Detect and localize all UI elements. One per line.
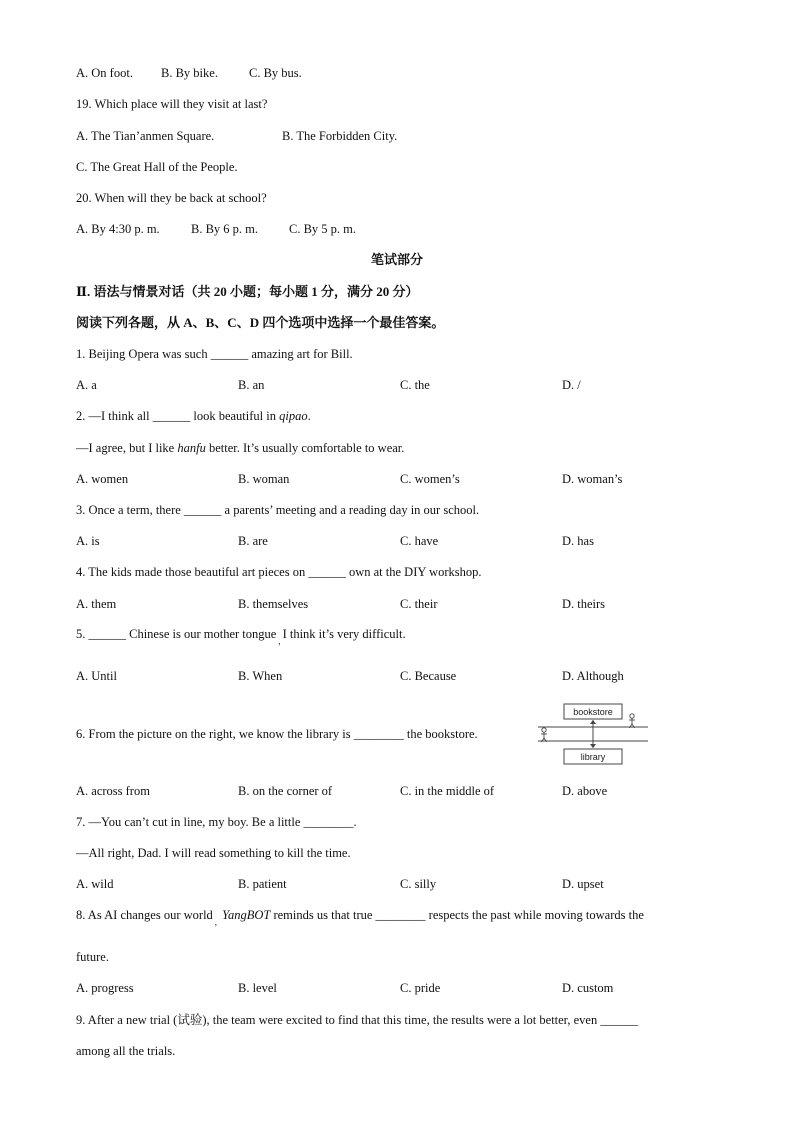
q5-option-d: D. Although: [562, 669, 624, 683]
bookstore-label: bookstore: [573, 707, 613, 717]
q5-option-c: C. Because: [400, 669, 457, 683]
q1-option-b: B. an: [238, 378, 265, 392]
q9-line2: among all the trials.: [76, 1044, 176, 1058]
q2-option-d: D. woman’s: [562, 472, 623, 486]
q3-option-d: D. has: [562, 534, 594, 548]
q4-question: 4. The kids made those beautiful art pieces on ______ own at the DIY workshop.: [76, 565, 482, 579]
q20-question: 20. When will they be back at school?: [76, 191, 267, 205]
q7-option-a: A. wild: [76, 877, 114, 891]
q20-option-a: A. By 4:30 p. m.: [76, 222, 160, 236]
q8-option-d: D. custom: [562, 981, 614, 995]
q19-option-c: C. The Great Hall of the People.: [76, 160, 238, 174]
person-icon-left: [541, 728, 547, 742]
q9-line1: 9. After a new trial (试验), the team were excited to find that this time, the results were a lot better, even ______: [76, 1013, 638, 1027]
q8-line2: future.: [76, 950, 109, 964]
section-instruction: 阅读下列各题，从 A、B、C、D 四个选项中选择一个最佳答案。: [76, 315, 445, 330]
q5-option-a: A. Until: [76, 669, 117, 683]
q1-option-a: A. a: [76, 378, 97, 392]
library-label: library: [580, 752, 606, 762]
q6-question: 6. From the picture on the right, we know the library is ________ the bookstore.: [76, 727, 478, 741]
q20-option-c: C. By 5 p. m.: [289, 222, 357, 236]
q19-option-b: B. The Forbidden City.: [282, 129, 398, 143]
q3-option-a: A. is: [76, 534, 100, 548]
q6-option-d: D. above: [562, 784, 608, 798]
q3-option-b: B. are: [238, 534, 268, 548]
q2-option-a: A. women: [76, 472, 129, 486]
q2-line1: 2. —I think all ______ look beautiful in qipao.: [76, 409, 311, 423]
section-heading: Ⅱ. 语法与情景对话（共 20 小题；每小题 1 分，满分 20 分）: [76, 284, 419, 299]
q8-option-b: B. level: [238, 981, 277, 995]
q4-option-c: C. their: [400, 597, 438, 611]
q2-option-c: C. women’s: [400, 472, 460, 486]
q18-option-b: B. By bike.: [161, 66, 218, 80]
q8-line1: 8. As AI changes our world $_,$ YangBOT reminds us that true ________ respects the past while moving towards the: [76, 908, 644, 927]
street-map-figure: [536, 700, 652, 770]
q4-option-b: B. themselves: [238, 597, 309, 611]
q5-question: 5. ______ Chinese is our mother tongue $_,$ I think it’s very difficult.: [76, 627, 406, 646]
q19-question: 19. Which place will they visit at last?: [76, 97, 268, 111]
q4-option-d: D. theirs: [562, 597, 606, 611]
section-title: 笔试部分: [370, 252, 423, 267]
q20-option-b: B. By 6 p. m.: [191, 222, 259, 236]
q5-option-b: B. When: [238, 669, 283, 683]
q8-option-a: A. progress: [76, 981, 134, 995]
q19-option-a: A. The Tian’anmen Square.: [76, 129, 215, 143]
q4-option-a: A. them: [76, 597, 117, 611]
q7-line1: 7. —You can’t cut in line, my boy. Be a little ________.: [76, 815, 357, 829]
q7-option-c: C. silly: [400, 877, 437, 891]
person-icon-right: [629, 714, 635, 728]
q7-line2: —All right, Dad. I will read something to kill the time.: [76, 846, 351, 860]
q18-option-c: C. By bus.: [249, 66, 302, 80]
q6-option-c: C. in the middle of: [400, 784, 495, 798]
q1-option-d: D. /: [562, 378, 581, 392]
q3-option-c: C. have: [400, 534, 439, 548]
q1-option-c: C. the: [400, 378, 430, 392]
q3-question: 3. Once a term, there ______ a parents’ meeting and a reading day in our school.: [76, 503, 480, 517]
q2-line2: —I agree, but I like hanfu better. It’s usually comfortable to wear.: [76, 441, 405, 455]
q1-question: 1. Beijing Opera was such ______ amazing art for Bill.: [76, 347, 353, 361]
q2-option-b: B. woman: [238, 472, 290, 486]
q7-option-b: B. patient: [238, 877, 287, 891]
q6-option-a: A. across from: [76, 784, 150, 798]
q7-option-d: D. upset: [562, 877, 604, 891]
q18-option-a: A. On foot.: [76, 66, 133, 80]
q6-option-b: B. on the corner of: [238, 784, 333, 798]
q8-option-c: C. pride: [400, 981, 441, 995]
